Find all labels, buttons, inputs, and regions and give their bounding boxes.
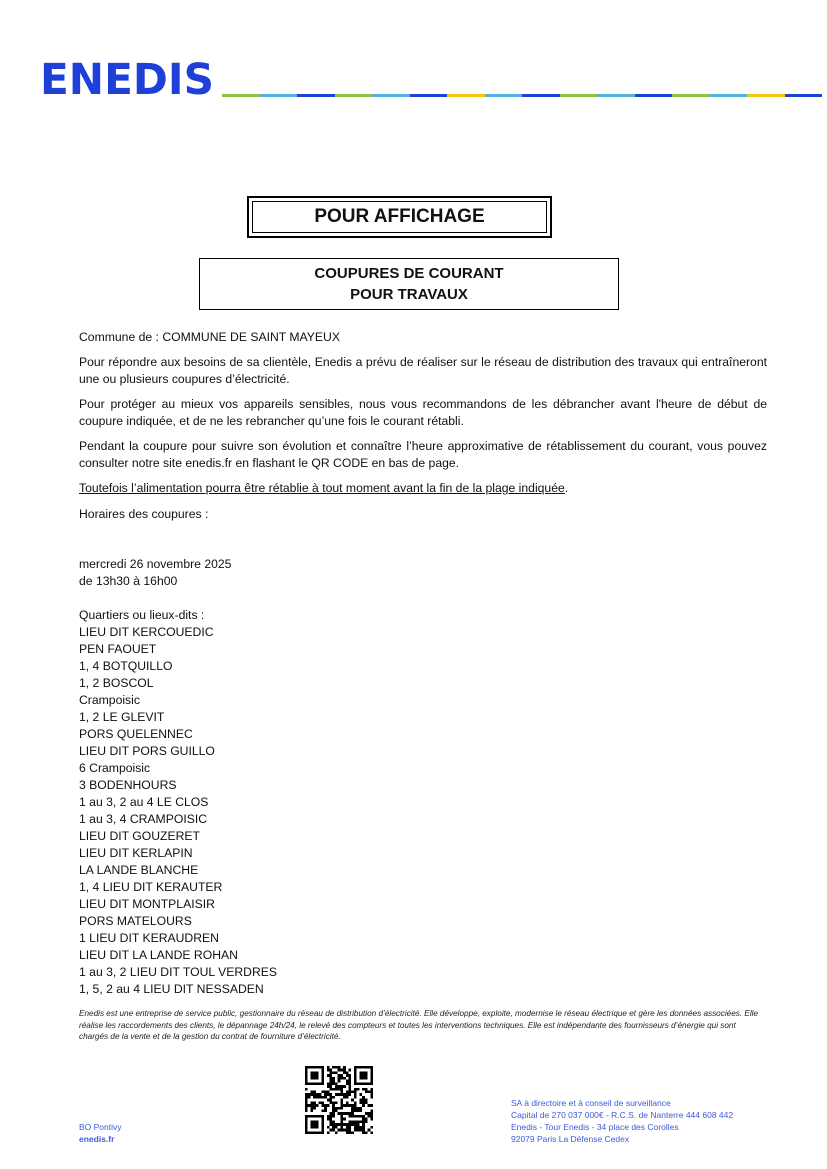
list-item: 1, 2 LE GLEVIT: [79, 710, 165, 724]
outage-time: de 13h30 à 16h00: [79, 574, 178, 588]
list-item: 1, 4 LIEU DIT KERAUTER: [79, 880, 223, 894]
list-item: 1 LIEU DIT KERAUDREN: [79, 931, 219, 945]
list-item: LIEU DIT GOUZERET: [79, 829, 200, 843]
header-rule: [222, 94, 822, 97]
warning-text: Toutefois l’alimentation pourra être rétablie à tout moment avant la fin de la plage indiquée: [79, 481, 565, 495]
locations-label: Quartiers ou lieux-dits :: [79, 608, 205, 622]
warning-line: [79, 480, 767, 497]
qr-code[interactable]: [305, 1066, 373, 1134]
warning-period: .: [564, 481, 569, 495]
disclaimer: Enedis est une entreprise de service public, gestionnaire du réseau de distribution d’électricité. Elle développe, exploite, modernise le réseau électrique et gère les données associées. Elle réalise les raccordements des clients, le dépannage 24h/24, le relevé des compteurs et toutes les interventions techniques. Elle est indépendante des fournisseurs d’énergie qui sont chargés de la vente et de la gestion du contrat de fourniture d’électricité.: [79, 1009, 759, 1041]
notice-title-line2: POUR TRAVAUX: [350, 286, 468, 303]
list-item: PORS QUELENNEC: [79, 727, 193, 741]
paragraph-advice: Pour protéger au mieux vos appareils sensibles, nous vous recommandons de les débrancher avant l'heure de début de coupure indiquée, et de ne les rebrancher qu’une fois le courant rétabli.: [79, 397, 767, 428]
notice-title-box: [199, 258, 619, 310]
list-item: PEN FAOUET: [79, 642, 157, 656]
legal-line: Capital de 270 037 000€ - R.C.S. de Nanterre 444 608 442: [511, 1110, 734, 1120]
paragraph-intro: Pour répondre aux besoins de sa clientèle, Enedis a prévu de réaliser sur le réseau de distribution des travaux qui entraîneront une ou plusieurs coupures d’électricité.: [79, 355, 767, 386]
commune-line: Commune de : COMMUNE DE SAINT MAYEUX: [79, 330, 340, 344]
office-name: BO Pontivy: [79, 1122, 122, 1132]
list-item: PORS MATELOURS: [79, 914, 192, 928]
footer-legal: [511, 1097, 733, 1145]
footer-left: [79, 1121, 122, 1145]
legal-line: SA à directoire et à conseil de surveillance: [511, 1098, 671, 1108]
locations-list: [79, 607, 277, 998]
notice-title-line1: COUPURES DE COURANT: [314, 265, 504, 282]
list-item: LIEU DIT MONTPLAISIR: [79, 897, 215, 911]
legal-line: 92079 Paris La Défense Cedex: [511, 1134, 630, 1144]
list-item: 1 au 3, 4 CRAMPOISIC: [79, 812, 208, 826]
list-item: 6 Crampoisic: [79, 761, 151, 775]
outage-date: mercredi 26 novembre 2025: [79, 557, 232, 571]
list-item: LIEU DIT KERCOUEDIC: [79, 625, 214, 639]
list-item: 1 au 3, 2 LIEU DIT TOUL VERDRES: [79, 965, 278, 979]
logo-text: ENEDIS: [40, 56, 214, 100]
paragraph-tracking: Pendant la coupure pour suivre son évolution et connaître l’heure approximative de rétablissement du courant, vous pouvez consulter notre site enedis.fr en flashant le QR CODE en bas de page.: [79, 439, 767, 470]
list-item: Crampoisic: [79, 693, 140, 707]
list-item: 1, 5, 2 au 4 LIEU DIT NESSADEN: [79, 982, 264, 996]
list-item: LIEU DIT KERLAPIN: [79, 846, 193, 860]
display-title-box: [247, 196, 552, 238]
list-item: 3 BODENHOURS: [79, 778, 177, 792]
enedis-logo: [40, 56, 216, 100]
list-item: 1, 2 BOSCOL: [79, 676, 154, 690]
list-item: LIEU DIT PORS GUILLO: [79, 744, 215, 758]
schedule-label: Horaires des coupures :: [79, 507, 209, 521]
legal-line: Enedis - Tour Enedis - 34 place des Corolles: [511, 1122, 679, 1132]
list-item: 1 au 3, 2 au 4 LE CLOS: [79, 795, 209, 809]
website-link[interactable]: enedis.fr: [79, 1134, 115, 1144]
list-item: LA LANDE BLANCHE: [79, 863, 199, 877]
list-item: 1, 4 BOTQUILLO: [79, 659, 173, 673]
display-title: POUR AFFICHAGE: [252, 201, 547, 233]
list-item: LIEU DIT LA LANDE ROHAN: [79, 948, 238, 962]
